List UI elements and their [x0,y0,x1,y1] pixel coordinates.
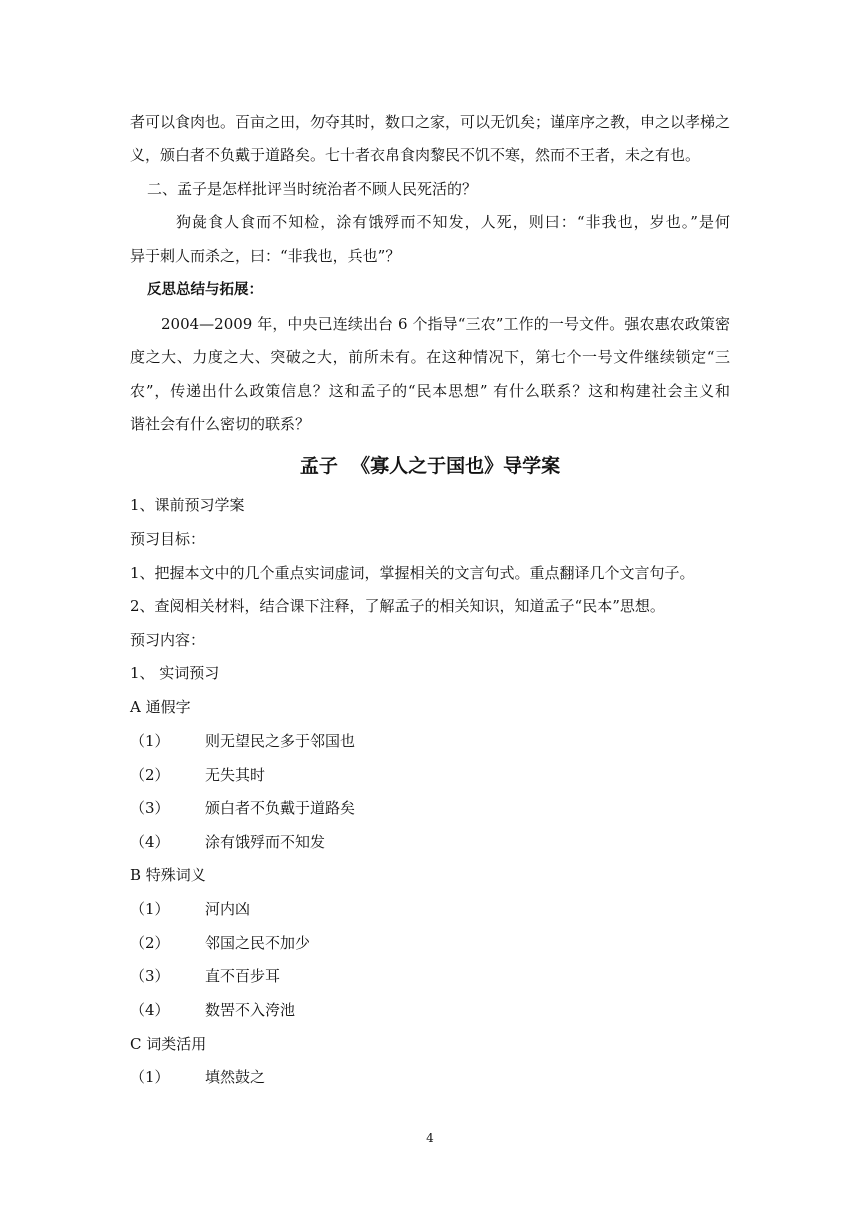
paragraph-line: 异于刺人而杀之，曰：“非我也，兵也”？ [130,247,401,265]
list-item-number: （2） [130,766,170,784]
section-c-heading: C 词类活用 [130,1035,207,1053]
goal-item: 2、查阅相关材料，结合课下注释，了解孟子的相关知识，知道孟子“民本”思想。 [130,597,665,615]
section-a-heading: A 通假字 [130,698,191,716]
list-item-number: （4） [130,833,170,851]
sub-heading: 1、 实词预习 [130,664,220,682]
paragraph-line: 度之大、力度之大、突破之大，前所未有。在这种情况下，第七个一号文件继续锁定“三 [130,348,730,366]
paragraph-line: 狗彘食人食而不知检，涂有饿殍而不知发，人死，则曰：“非我也，岁也。”是何 [176,213,730,231]
list-item: 则无望民之多于邻国也 [205,732,356,750]
goal-label: 预习目标： [130,530,206,548]
question-heading: 二、孟子是怎样批评当时统治者不顾人民死活的？ [147,180,478,198]
list-item: 数罟不入洿池 [205,1001,296,1019]
list-item-number: （1） [130,732,170,750]
list-item-number: （3） [130,799,170,817]
list-item: 邻国之民不加少 [205,934,311,952]
paragraph-line: 2004—2009 年，中央已连续出台 6 个指导“三农”工作的一号文件。强农惠农政策密 [161,315,730,333]
paragraph-line: 者可以食肉也。百亩之田，勿夺其时，数口之家，可以无饥矣；谨庠序之教，申之以孝梯之 [130,113,731,131]
list-item-number: （2） [130,934,170,952]
content-label: 预习内容： [130,631,206,649]
list-item-number: （4） [130,1001,170,1019]
page-number: 4 [426,1131,434,1145]
list-item: 颁白者不负戴于道路矣 [205,799,356,817]
list-item-number: （1） [130,900,170,918]
list-item: 涂有饿殍而不知发 [205,833,326,851]
list-item-number: （1） [130,1068,170,1086]
paragraph-line: 农”，传递出什么政策信息？这和孟子的“民本思想” 有什么联系？这和构建社会主义和 [130,382,730,400]
list-item: 填然鼓之 [205,1068,266,1086]
paragraph-line: 义，颁白者不负戴于道路矣。七十者衣帛食肉黎民不饥不寒，然而不王者，未之有也。 [130,146,701,164]
list-item: 河内凶 [205,900,251,918]
preview-heading: 1、课前预习学案 [130,496,245,514]
list-item: 直不百步耳 [205,967,281,985]
list-item-number: （3） [130,967,170,985]
section-b-heading: B 特殊词义 [130,866,206,884]
list-item: 无失其时 [205,766,266,784]
page-title: 孟子 《寡人之于国也》导学案 [299,455,561,477]
paragraph-line: 谐社会有什么密切的联系？ [130,415,311,433]
section-heading: 反思总结与拓展： [147,282,263,298]
goal-item: 1、把握本文中的几个重点实词虚词，掌握相关的文言句式。重点翻译几个文言句子。 [130,564,695,582]
